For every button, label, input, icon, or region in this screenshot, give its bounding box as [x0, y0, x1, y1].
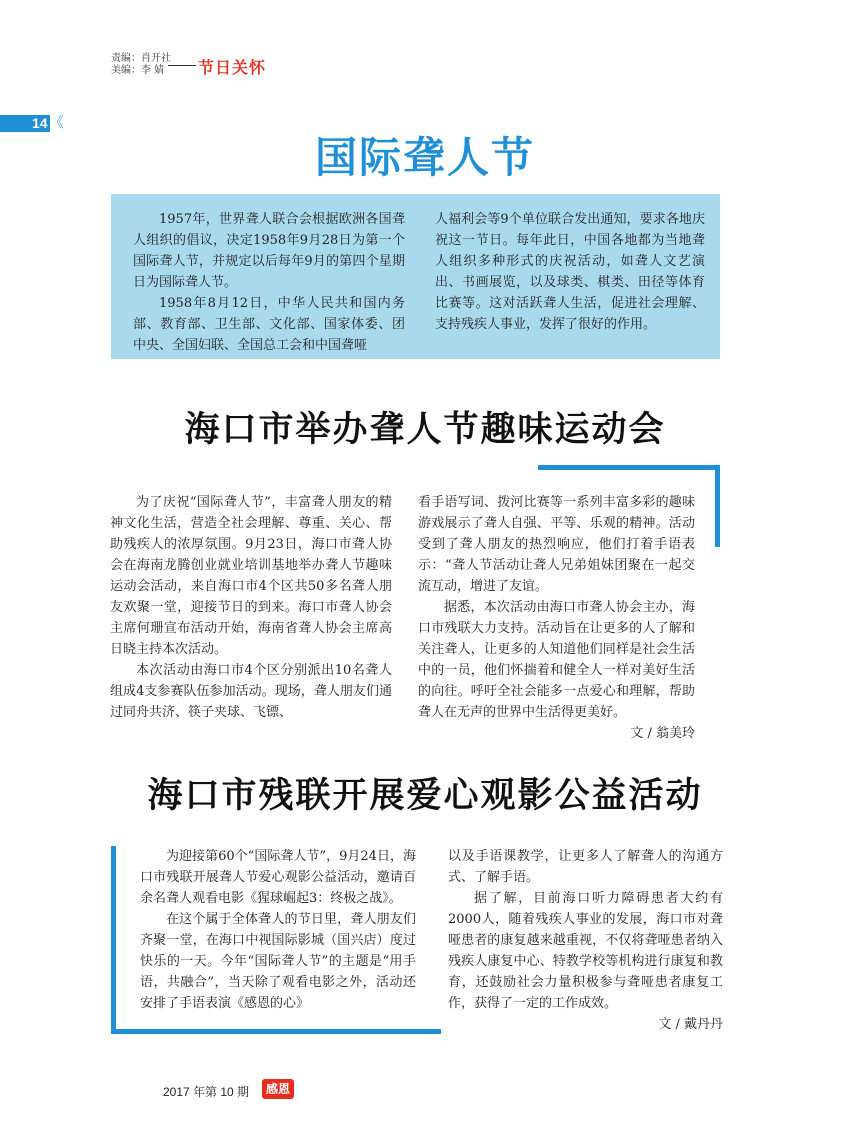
header-rule — [168, 65, 196, 66]
article2-paragraph: 据了解，目前海口听力障碍患者大约有2000人，随着残疾人事业的发展，海口市对聋哑患者的康复越来越重视，不仅将聋哑患者纳入残疾人康复中心、特教学校等机构进行康复和教育，还鼓励社会力量积极参与聋哑患者康复工作，获得了一定的工作成效。 — [448, 891, 723, 1011]
decor-bar-top — [538, 465, 720, 470]
intro-paragraph: 1957年，世界聋人联合会根据欧洲各国聋人组织的倡议，决定1958年9月28日为第一个国际聋人节，并规定以后每年9月的第四个星期日为国际聋人节。 — [133, 212, 405, 290]
main-title: 国际聋人节 — [314, 133, 535, 182]
article1-left-column — [110, 492, 392, 723]
article2-author: 文 / 戴丹丹 — [658, 1017, 723, 1032]
page-number: 14 — [32, 115, 48, 131]
article2-right-column — [448, 846, 723, 1035]
article1-author: 文 / 翁美玲 — [630, 726, 695, 741]
magazine-logo: 感恩 — [262, 1079, 294, 1099]
designer-line: 美编：李 婧 — [111, 65, 165, 76]
article1-title: 海口市举办聋人节趣味运动会 — [184, 410, 666, 450]
editor-line: 责编：肖开社 — [111, 53, 171, 64]
intro-left-column — [133, 209, 405, 356]
decor-bar-bottom — [111, 1029, 441, 1034]
article1-paragraph: 本次活动由海口市4个区分别派出10名聋人组成4支参赛队伍参加活动。现场，聋人朋友们通过同舟共济、筷子夹球、飞镖、 — [110, 663, 392, 720]
page-mark: 《 — [49, 113, 65, 131]
article2-paragraph: 以及手语课教学，让更多人了解聋人的沟通方式、了解手语。 — [448, 849, 723, 885]
article2-left-column — [140, 846, 416, 1014]
article2-paragraph: 在这个属于全体聋人的节日里，聋人朋友们齐聚一堂，在海口中视国际影城（国兴店）度过快乐的一天。今年“国际聋人节”的主题是“用手语，共融合”，当天除了观看电影之外，活动还安排了手语表演《感恩的心》 — [140, 912, 416, 1011]
article1-paragraph: 看手语写词、拨河比赛等一系列丰富多彩的趣味游戏展示了聋人自强、平等、乐观的精神。活动受到了聋人朋友的热烈响应，他们打着手语表示：“聋人节活动让聋人兄弟姐妹团聚在一起交流互动，增进了友谊。 — [418, 495, 695, 594]
article2-paragraph: 为迎接第60个“国际聋人节”，9月24日，海口市残联开展聋人节爱心观影公益活动，邀请百余名聋人观看电影《猩球崛起3：终极之战》。 — [140, 849, 416, 906]
editor-credits — [111, 53, 171, 77]
intro-paragraph: 人福利会等9个单位联合发出通知，要求各地庆祝这一节日。每年此日，中国各地都为当地聋人组织多种形式的庆祝活动，如聋人文艺演出、书画展览，以及球类、棋类、田径等体育比赛等。这对活跃聋人生活，促进社会理解、支持残疾人事业，发挥了很好的作用。 — [435, 212, 705, 332]
article1-paragraph: 为了庆祝“国际聋人节”，丰富聋人朋友的精神文化生活，营造全社会理解、尊重、关心、帮助残疾人的浓厚氛围。9月23日，海口市聋人协会在海南龙腾创业就业培训基地举办聋人节趣味运动会活动，来自海口市4个区共50多名聋人朋友欢聚一堂，迎接节日的到来。海口市聋人协会主席何珊宣布活动开始，海南省聋人协会主席高日晓主持本次活动。 — [110, 495, 392, 657]
article2-title: 海口市残联开展爱心观影公益活动 — [147, 776, 703, 816]
article1-right-column — [418, 492, 695, 744]
article1-paragraph: 据悉，本次活动由海口市聋人协会主办，海口市残联大力支持。活动旨在让更多的人了解和关注聋人，让更多的人知道他们同样是社会生活中的一员，他们怀揣着和健全人一样对美好生活的向往。呼吁全社会能多一点爱心和理解，帮助聋人在无声的世界中生活得更美好。 — [418, 600, 695, 720]
issue-label: 2017 年第 10 期 — [163, 1085, 250, 1099]
section-title: 节日关怀 — [198, 58, 267, 77]
decor-bar-side — [715, 465, 720, 547]
intro-paragraph: 1958年8月12日，中华人民共和国内务部、教育部、卫生部、文化部、国家体委、团中央、全国妇联、全国总工会和中国聋哑 — [133, 296, 405, 353]
decor-bar-side — [111, 846, 116, 1034]
intro-right-column — [435, 209, 705, 335]
